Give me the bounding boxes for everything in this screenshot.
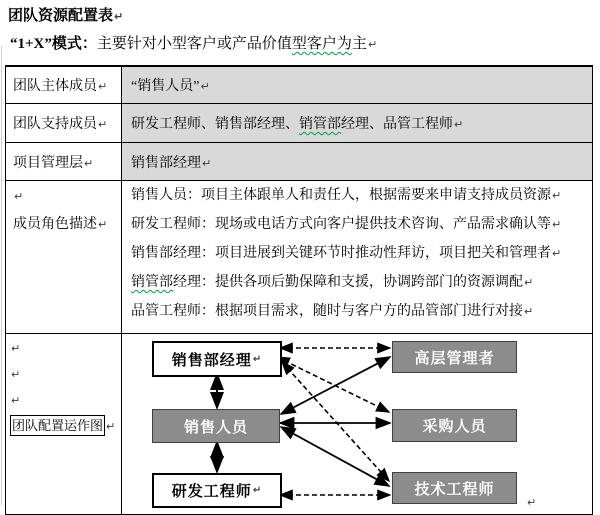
page-title: 团队资源配置表 xyxy=(8,8,114,24)
box-label: 销售人员 xyxy=(183,419,248,436)
box-label: 技术工程师 xyxy=(414,481,495,498)
row-label-cell xyxy=(6,143,122,181)
pilcrow-mark: ↵ xyxy=(98,80,108,93)
row-value-cell xyxy=(122,143,593,181)
pilcrow-mark: ↵ xyxy=(524,276,534,289)
role-line-sales-person xyxy=(131,181,588,210)
edge-sales-manager-purchaser xyxy=(277,357,389,412)
role-line-text: 品管工程师：根据项目需求，随时与客户方的品管部门进行对接 xyxy=(131,304,523,319)
empty-paragraph xyxy=(10,388,119,414)
main-member-value: “销售人员” xyxy=(131,79,200,94)
pilcrow-mark: ↵ xyxy=(524,305,534,318)
project-management-value: 销售部经理 xyxy=(131,155,201,171)
row-label: 项目管理层 xyxy=(13,155,83,171)
subtitle-text-tail: 主 xyxy=(351,36,367,52)
pilcrow-mark: ↵ xyxy=(84,156,94,170)
pilcrow-mark: ↵ xyxy=(114,10,124,23)
operation-diagram-cell xyxy=(122,334,593,515)
row-label: 团队支持成员 xyxy=(13,117,97,132)
pilcrow-mark: ↵ xyxy=(552,247,562,260)
pilcrow-mark: ↵ xyxy=(252,353,263,365)
table-row-operation-diagram xyxy=(6,334,593,515)
row-label-cell xyxy=(6,104,122,143)
row-label-cell xyxy=(6,334,122,515)
subtitle-mode-label: “1+X”模式： xyxy=(10,36,97,52)
pilcrow-mark: ↵ xyxy=(527,496,537,509)
page-left-boundary xyxy=(1,46,2,505)
subtitle-text: 主要针对小型客户或产品价值 xyxy=(96,36,292,52)
role-line-quality-engineer xyxy=(131,297,588,326)
pilcrow-mark: ↵ xyxy=(367,38,378,51)
empty-paragraph xyxy=(10,362,119,388)
pilcrow-mark: ↵ xyxy=(106,420,116,433)
support-members-spellcheck-text: 销管部 xyxy=(299,117,341,132)
row-label: 成员角色描述 xyxy=(13,217,97,232)
team-resource-table xyxy=(5,65,593,515)
pilcrow-mark: ↵ xyxy=(14,190,24,203)
pilcrow-mark: ↵ xyxy=(98,118,108,131)
diagram-box-sales-person xyxy=(152,409,280,443)
box-label: 采购人员 xyxy=(422,419,487,435)
support-members-value-tail: 经理、品管工程师 xyxy=(341,117,453,132)
support-members-value: 研发工程师、销售部经理、 xyxy=(131,117,299,132)
empty-paragraph xyxy=(13,183,119,211)
document-title-line xyxy=(0,0,600,26)
row-label-cell xyxy=(6,181,122,334)
pilcrow-mark: ↵ xyxy=(200,80,210,93)
role-line-text: 销售人员：项目主体跟单人和责任人，根据需要来申请支持成员资源 xyxy=(131,188,551,203)
pilcrow-mark: ↵ xyxy=(11,394,21,407)
role-line-sales-admin-manager xyxy=(131,268,588,297)
role-line-text: 经理：提供各项后勤保障和支援，协调跨部门的资源调配 xyxy=(173,275,523,290)
diagram-box-top-manager xyxy=(392,341,517,373)
box-label: 研发工程师 xyxy=(171,484,252,500)
pilcrow-mark: ↵ xyxy=(11,342,21,355)
row-value-cell xyxy=(122,66,593,104)
pilcrow-mark: ↵ xyxy=(202,156,212,170)
role-line-rd-engineer xyxy=(131,210,588,239)
table-row-role-description xyxy=(6,181,593,334)
row-label-line xyxy=(10,414,119,440)
role-line-text: 销售部经理：项目进展到关键环节时推动性拜访，项目把关和管理者 xyxy=(131,246,551,261)
edge-sales-person-top-manager xyxy=(281,357,390,414)
document-subtitle-line xyxy=(0,26,600,54)
role-line-text: 研发工程师：现场或电话方式向客户提供技术咨询、产品需求确认等 xyxy=(131,217,551,232)
diagram-box-rd-engineer xyxy=(152,473,282,508)
team-operation-diagram xyxy=(122,334,593,512)
empty-paragraph xyxy=(10,336,119,362)
pilcrow-mark: ↵ xyxy=(552,189,562,202)
table-row-project-management xyxy=(6,143,593,181)
box-label: 高层管理者 xyxy=(414,350,495,367)
row-label: 团队配置运作图 xyxy=(10,415,105,436)
row-label-line xyxy=(13,211,119,239)
diagram-box-purchaser xyxy=(392,409,517,442)
diagram-box-tech-engineer xyxy=(392,472,517,504)
diagram-box-sales-manager xyxy=(152,341,282,377)
pilcrow-mark: ↵ xyxy=(454,118,464,131)
row-value-cell xyxy=(122,104,593,143)
pilcrow-mark: ↵ xyxy=(552,218,562,231)
pilcrow-mark: ↵ xyxy=(11,368,21,381)
subtitle-spellcheck-text: 型客户为 xyxy=(291,36,352,52)
pilcrow-mark: ↵ xyxy=(252,485,263,496)
role-description-cell xyxy=(122,181,593,334)
table-row-main-member xyxy=(6,66,593,104)
role-line-spellcheck-text: 销管部 xyxy=(131,275,173,290)
row-label: 团队主体成员 xyxy=(13,79,97,94)
box-label: 销售部经理 xyxy=(171,352,252,369)
row-label-cell xyxy=(6,66,122,104)
edge-sales-manager-tech-engineer xyxy=(282,362,389,481)
pilcrow-mark: ↵ xyxy=(98,218,108,231)
edge-sales-person-tech-engineer xyxy=(281,427,389,486)
table-row-support-members xyxy=(6,104,593,143)
role-line-sales-manager xyxy=(131,239,588,268)
